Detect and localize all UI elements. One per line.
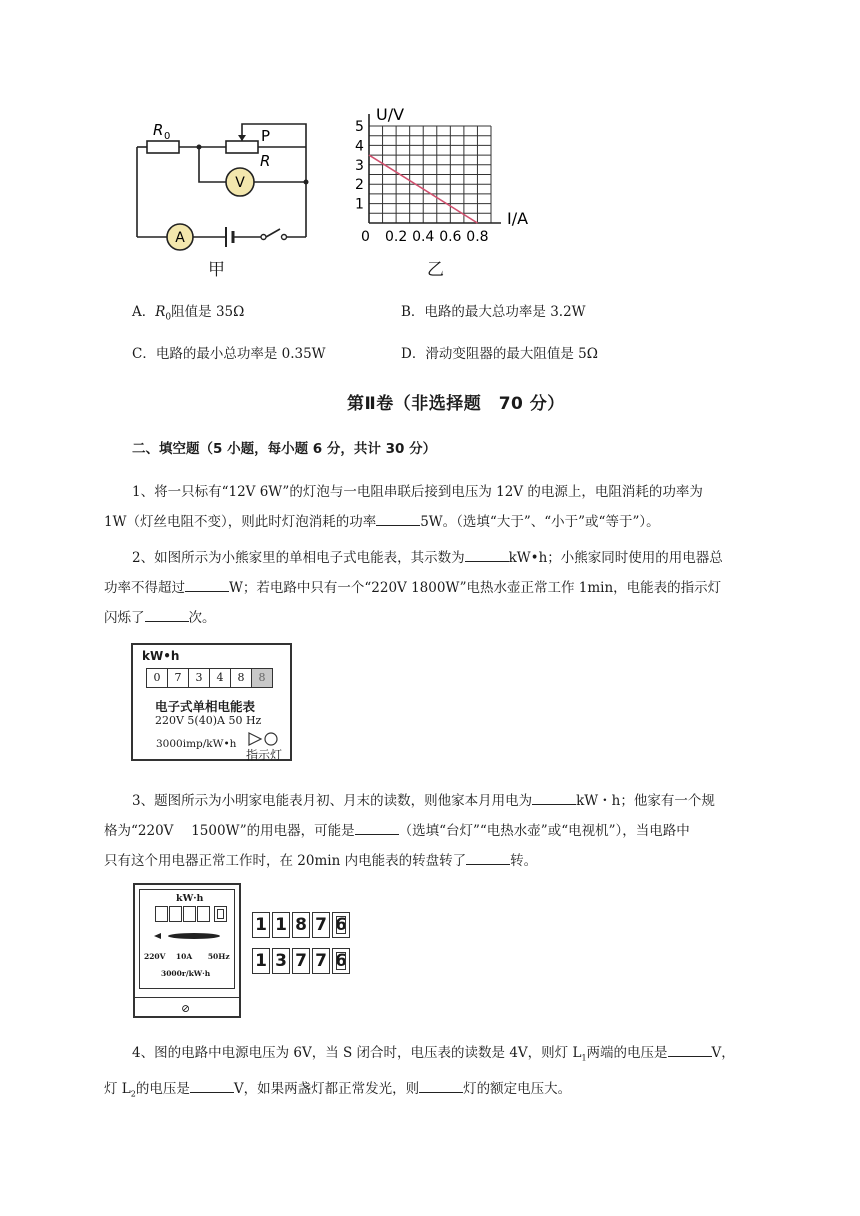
part-title: 第Ⅱ卷（非选择题 70 分）: [347, 394, 565, 414]
u-i-graph: [345, 100, 545, 250]
y-tick-label: 3: [355, 157, 364, 174]
q2-line1: [104, 543, 794, 573]
reading-digit: 3: [272, 948, 290, 974]
q2-text-f: 次。: [188, 610, 216, 626]
meter1-unit: kW•h: [142, 649, 180, 663]
option-a-text: 阻值是 35Ω: [171, 304, 245, 320]
q4-blank-l1-voltage[interactable]: [668, 1042, 712, 1057]
q4-text-f: V，如果两盏灯都正常发光，则: [233, 1080, 420, 1097]
meter1-indicator-label: 指示灯: [246, 748, 283, 762]
section-title: 二、填空题（5 小题，每小题 6 分，共计 30 分）: [132, 441, 437, 457]
q3-blank-revolutions[interactable]: [466, 850, 510, 865]
option-d: D．滑动变阻器的最大阻值是 5Ω: [401, 346, 598, 362]
voltmeter-symbol: V: [235, 175, 245, 191]
meter2-unit: kW·h: [176, 893, 204, 904]
q3-text-e: 只有这个用电器正常工作时，在 20min 内电能表的转盘转了: [104, 853, 467, 869]
q3-line3: [104, 846, 794, 876]
q2-blank-power[interactable]: [185, 577, 229, 592]
r0-subscript: 0: [164, 131, 171, 142]
meter1-digit: 7: [168, 669, 189, 687]
y-tick-label: 4: [355, 138, 364, 155]
option-a: [132, 302, 244, 328]
reading-digit: 7: [312, 948, 330, 974]
x-tick-label: 0.8: [466, 229, 489, 245]
reading-digit: 7: [292, 948, 310, 974]
question-4: [104, 1038, 794, 1109]
option-a-subscript: 0: [165, 312, 172, 323]
ammeter: [167, 224, 193, 250]
q4-text-a: 4、图的电路中电源电压为 6V，当 S 闭合时，电压表的读数是 4V，则灯 L: [132, 1045, 582, 1061]
y-tick-label: 2: [355, 177, 364, 194]
meter1-digit: 8: [252, 669, 272, 687]
meter-reading-end: [252, 948, 352, 974]
reading-digit: 6: [332, 912, 350, 938]
q1-line2: [104, 507, 794, 537]
circuit-diagram: [120, 110, 330, 280]
meter1-spec: 220V 5(40)A 50 Hz: [155, 714, 262, 727]
mechanical-meter: [133, 883, 241, 1018]
meter-reading-start: [252, 912, 352, 938]
rotating-disc-icon: [152, 930, 224, 942]
option-a-prefix: A．: [132, 304, 156, 320]
ammeter-symbol: A: [175, 230, 185, 246]
q2-blank-flashes[interactable]: [145, 607, 189, 622]
meter1-digit: 0: [147, 669, 168, 687]
electronic-meter: [131, 643, 292, 761]
question-2: [104, 543, 794, 633]
q3-text-a: 3、题图所示为小明家电能表月初、月末的读数，则他家本月用电为: [132, 793, 533, 809]
meter1-display: [146, 668, 273, 688]
meter1-digit: 8: [231, 669, 252, 687]
q3-line2: [104, 816, 794, 846]
question-1: [104, 477, 794, 537]
reading-digit: 7: [312, 912, 330, 938]
x-tick-label: 0.4: [412, 229, 435, 245]
q1-text: 1W（灯丝电阻不变），则此时灯泡消耗的功率: [104, 514, 377, 530]
meter2-rev: 3000r/kW·h: [161, 969, 211, 978]
q2-text-c: 功率不得超过: [104, 580, 185, 596]
x-axis-label: I/A: [507, 209, 529, 228]
q2-blank-reading[interactable]: [465, 547, 509, 562]
meter2-window: [155, 906, 227, 922]
reading-digit: 1: [252, 948, 270, 974]
q1-text-end: 5W。（选填“大于”、“小于”或“等于”）。: [420, 514, 660, 530]
figure1-caption: 甲: [208, 260, 225, 280]
option-b: B．电路的最大总功率是 3.2W: [401, 304, 586, 320]
r-label: R: [260, 152, 271, 170]
meter1-name: 电子式单相电能表: [155, 699, 256, 714]
q4-blank-lamp[interactable]: [419, 1078, 463, 1093]
meter2-spec: 220V 10A 50Hz: [144, 952, 230, 961]
reading-digit: 6: [332, 948, 350, 974]
q3-blank-energy[interactable]: [532, 790, 576, 805]
r0-label: R: [153, 121, 164, 139]
reading-digit: 8: [292, 912, 310, 938]
indicator-light-icon: [247, 731, 281, 747]
q2-text-b: kW•h；小熊家同时使用的用电器总: [508, 550, 723, 566]
x-tick-label: 0.2: [384, 229, 408, 245]
y-tick-label: 5: [355, 119, 364, 135]
x-tick-label: 0: [361, 229, 370, 245]
q2-line2: [104, 573, 794, 603]
q3-blank-appliance[interactable]: [355, 820, 399, 835]
voltmeter: [226, 168, 254, 196]
resistor-r0: [147, 141, 179, 153]
q3-text-c: 格为“220V 1500W”的用电器，可能是: [104, 823, 355, 839]
p-label: P: [261, 127, 271, 145]
q4-line1: [104, 1038, 794, 1074]
q4-text-b: 两端的电压是: [586, 1045, 668, 1061]
q3-text-b: kW・h；他家有一个规: [576, 793, 715, 809]
q3-line1: [104, 786, 794, 816]
q4-text-d: 灯 L: [104, 1080, 131, 1097]
y-tick-label: 1: [355, 196, 364, 213]
q4-sub-1: 1: [581, 1053, 587, 1063]
x-tick-label: 0.6: [439, 229, 462, 245]
q2-text-a: 2、如图所示为小熊家里的单相电子式电能表，其示数为: [132, 550, 465, 566]
figure2-caption: 乙: [427, 260, 444, 280]
meter2-screw-icon: ⊘: [181, 1002, 191, 1015]
q4-text-g: 灯的额定电压大。: [463, 1080, 572, 1097]
q4-blank-l2-voltage[interactable]: [190, 1078, 234, 1093]
q3-text-d: （选填“台灯”“电热水壶”或“电视机”），当电路中: [398, 823, 690, 839]
reading-digit: 1: [252, 912, 270, 938]
meter1-digit: 3: [189, 669, 210, 687]
question-3: [104, 786, 794, 876]
y-axis-label: U/V: [376, 105, 405, 124]
reading-digit: 1: [272, 912, 290, 938]
q2-text-d: W；若电路中只有一个“220V 1800W”电热水壶正常工作 1min，电能表的指示灯: [229, 580, 722, 596]
q4-text-c: V，: [711, 1045, 735, 1061]
meter2-divider: [135, 997, 239, 998]
q4-line2: [104, 1074, 794, 1110]
option-a-symbol: R: [155, 304, 166, 320]
meter1-digit: 4: [210, 669, 231, 687]
option-c: C．电路的最小总功率是 0.35W: [132, 346, 326, 362]
meter2-face: [139, 889, 235, 989]
q3-text-f: 转。: [510, 853, 538, 869]
q2-text-e: 闪烁了: [104, 610, 145, 626]
q2-line3: [104, 603, 794, 633]
rheostat-r: [226, 141, 258, 153]
q1-line1: 1、将一只标有“12V 6W”的灯泡与一电阻串联后接到电压为 12V 的电源上，电阻消耗的功率为: [132, 484, 703, 500]
meter1-imp: 3000imp/kW•h: [156, 738, 237, 750]
q4-sub-2: 2: [130, 1089, 136, 1099]
q1-blank[interactable]: [376, 511, 420, 526]
q4-text-e: 的电压是: [135, 1080, 190, 1097]
